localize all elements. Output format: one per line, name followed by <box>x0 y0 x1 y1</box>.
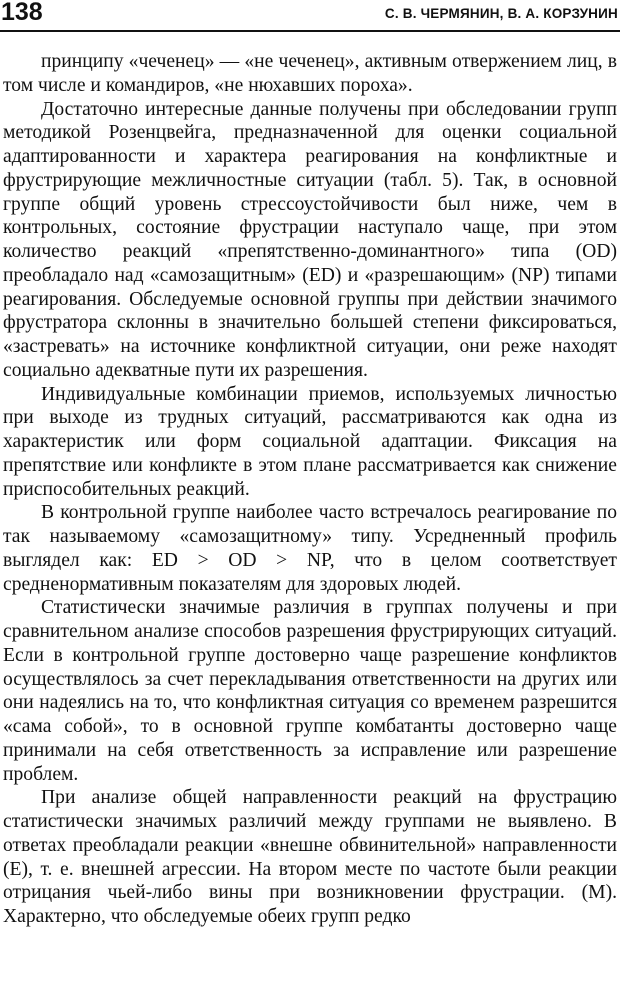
paragraph: Достаточно интересные данные получены при обследовании групп методикой Розенцвейга, предназначенной для оценки социальной адаптированности и характера реагирования на конфликтные и фрустрирующие межличностные ситуации (табл. 5). Так, в основной группе общий уровень стрессоустойчивости был ниже, чем в контрольных, состояние фрустрации наступало чаще, при этом количество реакций «препятственно-доминантного» типа (OD) преобладало над «самозащитным» (ED) и «разрешающим» (NP) типами реагирования. Обследуемые основной группы при действии значимого фрустратора склонны в значительно большей степени фиксироваться, «застревать» на источнике конфликтной ситуации, они реже находят социально адекватные пути их разрешения. <box>3 98 617 381</box>
page-number: 138 <box>1 0 43 26</box>
body-text <box>3 50 617 929</box>
running-head-authors: С. В. ЧЕРМЯНИН, В. А. КОРЗУНИН <box>384 6 618 21</box>
paragraph: В контрольной группе наиболее часто встречалось реагирование по так называемому «самозащитному» типу. Усредненный профиль выглядел как: ED > OD > NP, что в целом соответствует средненормативным показателям для здоровых людей. <box>3 502 617 595</box>
paragraph: Индивидуальные комбинации приемов, используемых личностью при выходе из трудных ситуаций, рассматриваются как одна из характеристик или форм социальной адаптации. Фиксация на препятствие или конфликте в этом плане рассматривается как снижение приспособительных реакций. <box>3 383 617 500</box>
paragraph: Статистически значимые различия в группах получены и при сравнительном анализе способов разрешения фрустрирующих ситуаций. Если в контрольной группе достоверно чаще разрешение конфликтов осуществлялось за счет перекладывания ответственности на других или они надеялись на то, что конфликтная ситуация со временем разрешится «сама собой», то в основной группе комбатанты достоверно чаще принимали на себя ответственность за исправление или разрешение проблем. <box>3 597 617 785</box>
page-header <box>0 0 620 32</box>
paragraph: При анализе общей направленности реакций на фрустрацию статистически значимых различий между группами не выявлено. В ответах преобладали реакции «внешне обвинительной» направленности (E), т. е. внешней агрессии. На втором месте по частоте были реакции отрицания чьей-либо вины при возникновении фрустрации. (M). Характерно, что обследуемые обеих групп редко <box>3 787 617 927</box>
paragraph-continuation: принципу «чеченец» — «не чеченец», активным отвержением лиц, в том числе и командиров, «не нюхавших пороха». <box>3 51 617 96</box>
header-rule <box>0 30 620 32</box>
